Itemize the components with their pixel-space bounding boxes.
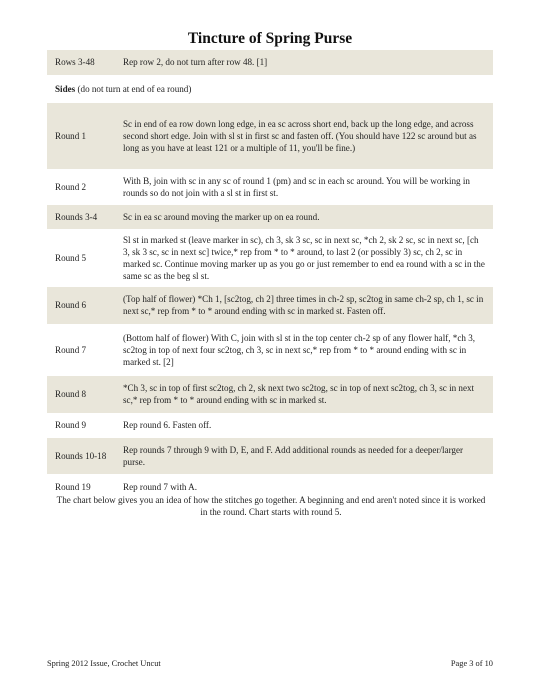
row-label: Round 8 [47, 375, 115, 413]
row-label: Round 9 [47, 413, 115, 437]
table-row [47, 102, 493, 169]
row-label: Rounds 3-4 [47, 204, 115, 229]
row-label: Round 2 [47, 169, 115, 204]
row-instructions: Rep round 6. Fasten off. [115, 413, 493, 437]
row-label: Round 6 [47, 286, 115, 324]
table-row [47, 413, 493, 437]
footer-issue: Spring 2012 Issue, Crochet Uncut [47, 659, 161, 668]
row-instructions: Sc in end of ea row down long edge, in ea sc across short end, back up the long edge, and across second short edge. Join with sl st in first sc and fasten off. (You should have 122 sc around but as long as you have at least 121 or a multiple of 11, you'll be fine.) [115, 102, 493, 169]
row-instructions: *Ch 3, sc in top of first sc2tog, ch 2, sk next two sc2tog, sc in top of next sc2tog, ch 3, sc in next sc,* rep from * to * around ending with sc in marked st. [115, 375, 493, 413]
row-instructions: Rep row 2, do not turn after row 48. [1] [115, 50, 493, 75]
row-instructions: (Top half of flower) *Ch 1, [sc2tog, ch 2] three times in ch-2 sp, sc2tog in same ch-2 sp, ch 1, sc in next sc,* rep from * to * around ending with sc in marked st. Fasten off. [115, 286, 493, 324]
chart-note: The chart below gives you an idea of how the stitches go together. A beginning and end aren't noted since it is worked in the round. Chart starts with round 5. [56, 495, 486, 517]
table-row [47, 50, 493, 75]
table-row [47, 286, 493, 324]
table-row [47, 229, 493, 286]
row-instructions: Rep round 7 with A. [115, 474, 493, 500]
footer-page-number: Page 3 of 10 [450, 659, 493, 668]
table-row [47, 169, 493, 204]
row-instructions: Sl st in marked st (leave marker in sc), ch 3, sk 3 sc, sc in next sc, *ch 2, sk 2 sc, sc in next sc, [ch 3, sk 3 sc, sc in next sc] twice,* rep from * to * around, to last 2 (or possibly 3) sc, ch 2, sc in marked sc. Continue moving marker up as you go or just remember to end ea round with a sc in the same sc as the beg sl st. [115, 229, 493, 286]
table-row [47, 324, 493, 375]
row-label: Round 5 [47, 229, 115, 286]
row-label: Round 19 [47, 474, 115, 500]
row-instructions: (Bottom half of flower) With C, join with sl st in the top center ch-2 sp of any flower half, *ch 3, sc2tog in top of next four sc2tog, ch 3, sc in next sc,* rep from * to * around ending with sc in marked st. [2] [115, 324, 493, 375]
pattern-table [47, 50, 493, 501]
row-instructions: Sc in ea sc around moving the marker up on ea round. [115, 204, 493, 229]
sides-heading-note: (do not turn at end of ea round) [75, 83, 192, 94]
row-label: Round 7 [47, 324, 115, 375]
page-title: Tincture of Spring Purse [187, 30, 353, 47]
table-row [47, 437, 493, 474]
table-row [47, 204, 493, 229]
row-instructions: Rep rounds 7 through 9 with D, E, and F. Add additional rounds as needed for a deeper/larger purse. [115, 437, 493, 474]
row-label: Rounds 10-18 [47, 437, 115, 474]
row-label: Rows 3-48 [47, 50, 115, 75]
sides-heading [47, 75, 493, 102]
row-instructions: With B, join with sc in any sc of round 1 (pm) and sc in each sc around. You will be working in rounds so do not join with a sl st in first st. [115, 169, 493, 204]
sides-heading-title: Sides [55, 83, 76, 94]
section-row [47, 75, 493, 102]
table-row [47, 375, 493, 413]
row-label: Round 1 [47, 102, 115, 169]
